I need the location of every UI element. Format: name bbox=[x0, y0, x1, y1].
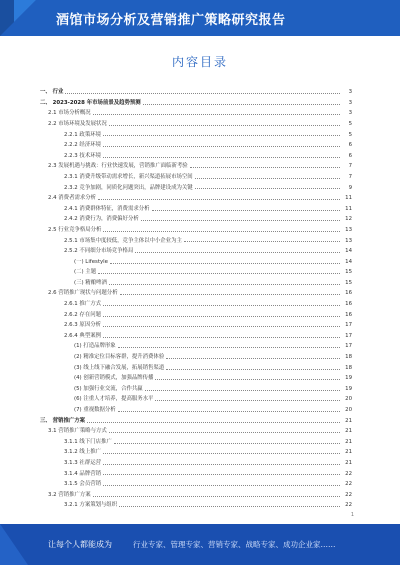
toc-entry[interactable] bbox=[40, 149, 352, 160]
toc-entry-label: 2.6.3 原因分析 bbox=[64, 322, 101, 329]
toc-leader-dots bbox=[98, 273, 340, 274]
toc-entry[interactable] bbox=[40, 318, 352, 329]
toc-entry-label: 2.2.1 政策环境 bbox=[64, 131, 101, 138]
toc-entry-label: 2.2.2 经济环境 bbox=[64, 142, 101, 149]
toc-entry-page: 7 bbox=[348, 163, 352, 170]
toc-entry-label: 2.4 消费者需求分析 bbox=[48, 195, 97, 202]
toc-entry-label: 3.2.1 方案策划与组织 bbox=[64, 502, 118, 509]
toc-entry-label: 2.2 市场环境及发展状况 bbox=[48, 120, 107, 127]
toc-leader-dots bbox=[98, 199, 340, 200]
toc-entry-label: 二、 2023-2028 年市场前景及趋势预测 bbox=[40, 99, 141, 106]
toc-entry-page: 21 bbox=[345, 459, 352, 466]
toc-leader-dots bbox=[152, 210, 340, 211]
toc-entry[interactable] bbox=[40, 477, 352, 488]
toc-entry[interactable] bbox=[40, 360, 352, 371]
toc-entry-label: 3.1.1 线下门店推广 bbox=[64, 438, 112, 445]
toc-entry-page: 6 bbox=[348, 152, 352, 159]
toc-entry[interactable] bbox=[40, 276, 352, 287]
toc-entry-page: 11 bbox=[345, 205, 352, 212]
toc-entry-page: 16 bbox=[345, 290, 352, 297]
toc-entry-page: 9 bbox=[348, 184, 352, 191]
toc-entry-label: 3.1.4 品牌营销 bbox=[64, 470, 101, 477]
toc-leader-dots bbox=[155, 400, 340, 401]
toc-entry-label: 三、 营销推广方案 bbox=[40, 417, 86, 424]
toc-entry-label: 2.3.2 竞争加剧，同质化问题突出，品牌建设成为关键 bbox=[64, 184, 193, 191]
toc-leader-dots bbox=[135, 252, 340, 253]
toc-leader-dots bbox=[103, 316, 340, 317]
toc-entry-label: (一) Lifestyle bbox=[74, 258, 108, 265]
toc-entry-label: 2.1 市场分析概况 bbox=[48, 110, 91, 117]
toc-entry-page: 21 bbox=[345, 428, 352, 435]
toc-entry-page: 19 bbox=[345, 385, 352, 392]
toc-leader-dots bbox=[103, 485, 340, 486]
page-number: 1 bbox=[350, 512, 354, 518]
toc-entry[interactable] bbox=[40, 466, 352, 477]
toc-entry-label: 3.1.3 社群运营 bbox=[64, 459, 101, 466]
toc-leader-dots bbox=[195, 188, 340, 189]
toc-entry-page: 13 bbox=[345, 226, 352, 233]
toc-entry-label: (6) 注重人才培养，提高服务水平 bbox=[74, 396, 154, 403]
toc-entry[interactable] bbox=[40, 191, 352, 202]
toc-leader-dots bbox=[166, 358, 340, 359]
report-header bbox=[0, 0, 400, 36]
toc-leader-dots bbox=[118, 347, 340, 348]
toc-entry[interactable] bbox=[40, 435, 352, 446]
toc-entry-page: 16 bbox=[345, 311, 352, 318]
footer-slogan-right: 行业专家、管理专家、营销专家、战略专家、成功企业家…… bbox=[133, 540, 336, 549]
toc-entry-label: 2.3 发展机遇与挑战：行业快速发展，营销推广面临新考验 bbox=[48, 163, 188, 170]
toc-leader-dots bbox=[103, 453, 340, 454]
toc-entry-label: 3.1 营销推广策略与方式 bbox=[48, 428, 107, 435]
toc-leader-dots bbox=[119, 506, 340, 507]
toc-entry[interactable] bbox=[40, 456, 352, 467]
toc-entry-page: 22 bbox=[345, 491, 352, 498]
toc-entry[interactable] bbox=[40, 127, 352, 138]
toc-entry[interactable] bbox=[40, 424, 352, 435]
footer-slogan-left: 让每个人都能成为 bbox=[48, 540, 112, 549]
toc-entry[interactable] bbox=[40, 223, 352, 234]
toc-entry-page: 11 bbox=[345, 195, 352, 202]
toc-entry-label: 2.4.2 消费行为，消费偏好分析 bbox=[64, 216, 139, 223]
toc-entry[interactable] bbox=[40, 413, 352, 424]
toc-entry-page: 17 bbox=[345, 332, 352, 339]
toc-entry[interactable] bbox=[40, 350, 352, 361]
table-of-contents bbox=[40, 85, 352, 509]
toc-entry[interactable] bbox=[40, 202, 352, 213]
toc-leader-dots bbox=[103, 305, 340, 306]
toc-entry-page: 18 bbox=[345, 354, 352, 361]
toc-entry[interactable] bbox=[40, 255, 352, 266]
toc-entry-page: 13 bbox=[345, 237, 352, 244]
toc-entry[interactable] bbox=[40, 117, 352, 128]
toc-entry-label: (7) 重视数据分析 bbox=[74, 407, 116, 413]
toc-leader-dots bbox=[120, 294, 340, 295]
toc-entry-page: 5 bbox=[348, 120, 352, 127]
toc-entry-page: 16 bbox=[345, 301, 352, 308]
toc-entry-label: 一、 行业 bbox=[40, 89, 64, 96]
toc-leader-dots bbox=[93, 496, 340, 497]
toc-leader-dots bbox=[195, 178, 340, 179]
toc-entry[interactable] bbox=[40, 371, 352, 382]
toc-entry[interactable] bbox=[40, 382, 352, 393]
toc-entry-page: 20 bbox=[345, 396, 352, 403]
toc-entry[interactable] bbox=[40, 85, 352, 96]
report-title: 酒馆市场分析及营销推广策略研究报告 bbox=[56, 13, 286, 28]
toc-leader-dots bbox=[109, 284, 340, 285]
toc-entry-label: (2) 精准定位目标客群，提升消费体验 bbox=[74, 354, 165, 361]
toc-entry-page: 6 bbox=[348, 142, 352, 149]
toc-entry-label: 2.2.3 技术环境 bbox=[64, 152, 101, 159]
toc-leader-dots bbox=[103, 474, 340, 475]
toc-entry[interactable] bbox=[40, 212, 352, 223]
toc-entry[interactable] bbox=[40, 307, 352, 318]
toc-entry[interactable] bbox=[40, 159, 352, 170]
toc-leader-dots bbox=[141, 220, 340, 221]
toc-entry-page: 22 bbox=[345, 470, 352, 477]
toc-leader-dots bbox=[114, 443, 340, 444]
toc-entry-page: 21 bbox=[345, 417, 352, 424]
toc-leader-dots bbox=[103, 337, 340, 338]
toc-leader-dots bbox=[155, 379, 340, 380]
toc-entry-label: 2.6.2 存在问题 bbox=[64, 311, 101, 318]
toc-entry[interactable] bbox=[40, 96, 352, 107]
toc-entry[interactable] bbox=[40, 329, 352, 340]
toc-entry-page: 14 bbox=[345, 248, 352, 255]
toc-entry[interactable] bbox=[40, 445, 352, 456]
toc-entry[interactable] bbox=[40, 106, 352, 117]
toc-entry-page: 22 bbox=[345, 481, 352, 488]
toc-entry-page: 5 bbox=[348, 131, 352, 138]
toc-entry-label: (3) 线上线下融合发展，拓展销售渠道 bbox=[74, 364, 165, 371]
toc-entry-page: 17 bbox=[345, 322, 352, 329]
toc-entry-label: 2.5.2 不同细分市场竞争格局 bbox=[64, 248, 134, 255]
toc-entry-label: (二) 主题 bbox=[74, 269, 97, 276]
toc-leader-dots bbox=[109, 125, 340, 126]
toc-entry-label: 2.5 行业竞争格局分析 bbox=[48, 226, 102, 233]
toc-entry-label: 3.2 营销推广方案 bbox=[48, 491, 91, 498]
toc-leader-dots bbox=[93, 114, 340, 115]
toc-entry-label: 2.6.4 典型案例 bbox=[64, 332, 101, 339]
toc-leader-dots bbox=[103, 157, 340, 158]
toc-entry-page: 21 bbox=[345, 449, 352, 456]
toc-entry-label: 2.6 营销推广现状与问题分析 bbox=[48, 290, 118, 297]
toc-entry[interactable] bbox=[40, 286, 352, 297]
toc-entry-page: 14 bbox=[345, 258, 352, 265]
toc-leader-dots bbox=[109, 432, 340, 433]
toc-leader-dots bbox=[190, 167, 340, 168]
toc-leader-dots bbox=[118, 411, 340, 412]
toc-entry[interactable] bbox=[40, 170, 352, 181]
toc-entry-page: 3 bbox=[348, 110, 352, 117]
toc-entry-label: 2.3.1 消费升级带动需求增长，新兴渠道拓展市场空间 bbox=[64, 173, 193, 180]
footer-accent bbox=[0, 524, 28, 565]
toc-leader-dots bbox=[103, 135, 340, 136]
toc-entry-page: 18 bbox=[345, 364, 352, 371]
toc-entry-page: 19 bbox=[345, 375, 352, 382]
toc-leader-dots bbox=[87, 422, 340, 423]
toc-entry-label: 3.1.2 线上推广 bbox=[64, 449, 101, 456]
toc-leader-dots bbox=[103, 146, 340, 147]
toc-entry[interactable] bbox=[40, 488, 352, 499]
toc-entry-page: 15 bbox=[345, 279, 352, 286]
toc-leader-dots bbox=[166, 369, 340, 370]
toc-entry-page: 17 bbox=[345, 343, 352, 350]
toc-entry-page: 22 bbox=[345, 502, 352, 509]
toc-entry-page: 15 bbox=[345, 269, 352, 276]
toc-entry-label: 2.5.1 市场集中度较低，竞争主体以中小企业为主 bbox=[64, 237, 182, 244]
toc-leader-dots bbox=[65, 93, 340, 94]
toc-leader-dots bbox=[103, 231, 340, 232]
toc-entry[interactable] bbox=[40, 180, 352, 191]
toc-entry-page: 20 bbox=[345, 407, 352, 413]
toc-leader-dots bbox=[103, 464, 340, 465]
toc-entry[interactable] bbox=[40, 233, 352, 244]
toc-leader-dots bbox=[110, 263, 340, 264]
toc-entry-label: 2.4.1 消费群体特征，消费需求分析 bbox=[64, 205, 150, 212]
toc-leader-dots bbox=[184, 241, 340, 242]
toc-entry[interactable] bbox=[40, 297, 352, 308]
toc-entry-page: 12 bbox=[345, 216, 352, 223]
toc-entry[interactable] bbox=[40, 339, 352, 350]
toc-leader-dots bbox=[103, 326, 340, 327]
header-accent-light bbox=[14, 0, 36, 22]
toc-entry[interactable] bbox=[40, 392, 352, 403]
toc-heading: 内容目录 bbox=[171, 55, 228, 69]
toc-entry[interactable] bbox=[40, 138, 352, 149]
toc-entry-label: 3.1.5 会员营销 bbox=[64, 481, 101, 488]
toc-entry[interactable] bbox=[40, 403, 352, 414]
toc-leader-dots bbox=[143, 104, 340, 105]
toc-entry-page: 7 bbox=[348, 173, 352, 180]
toc-entry[interactable] bbox=[40, 244, 352, 255]
toc-entry-label: (5) 加强行业交流，合作共赢 bbox=[74, 385, 143, 392]
toc-entry[interactable] bbox=[40, 498, 352, 509]
report-footer bbox=[0, 524, 400, 565]
toc-leader-dots bbox=[145, 390, 340, 391]
toc-entry-label: (4) 创新营销模式，加强品牌传播 bbox=[74, 375, 154, 382]
toc-entry-label: (三) 精酿啤酒 bbox=[74, 279, 107, 286]
toc-entry-page: 21 bbox=[345, 438, 352, 445]
toc-entry-page: 3 bbox=[348, 89, 352, 96]
toc-entry-label: (1) 打造品牌形象 bbox=[74, 343, 116, 350]
toc-entry[interactable] bbox=[40, 265, 352, 276]
toc-entry-label: 2.6.1 推广方式 bbox=[64, 301, 101, 308]
toc-entry-page: 3 bbox=[348, 99, 352, 106]
